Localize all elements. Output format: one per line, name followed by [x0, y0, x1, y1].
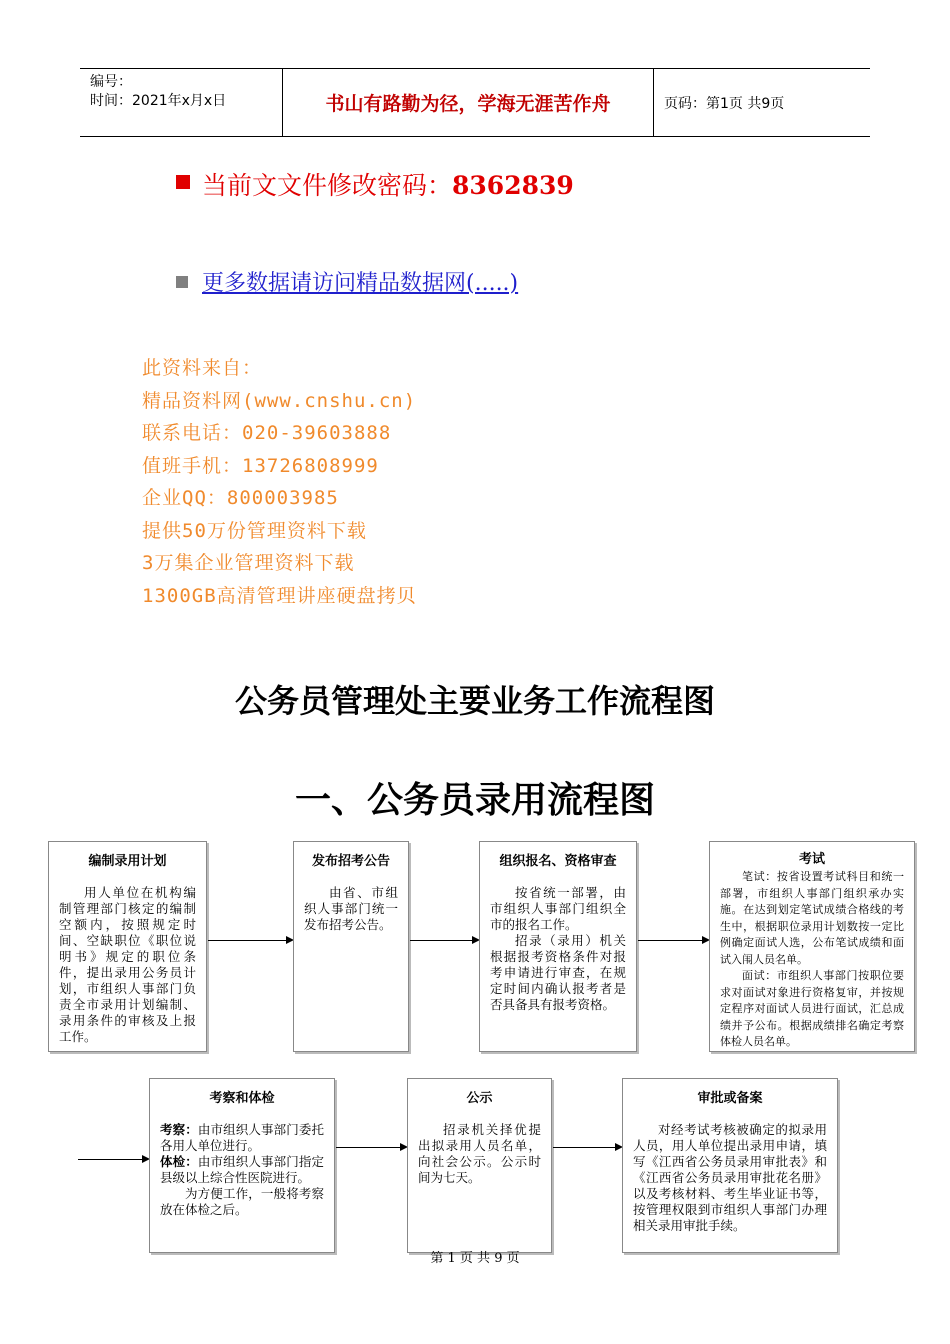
- time-label: 时间：2021年x月x日: [90, 93, 227, 109]
- flow-box-title: 考察和体检: [209, 1091, 275, 1106]
- flow-arrow: [208, 940, 292, 941]
- flow-box-announce: [293, 841, 409, 1052]
- flow-box-body: 招录机关择优提出拟录用人员名单，向社会公示。公示时间为七天。: [418, 1122, 541, 1185]
- source-line: 企业QQ：800003985: [142, 487, 339, 509]
- flow-box-title: 审批或备案: [697, 1091, 763, 1106]
- password-notice: [202, 166, 574, 202]
- source-line: 提供50万份管理资料下载: [142, 519, 367, 542]
- flow-arrow: [336, 1147, 406, 1148]
- flow-arrow: [410, 940, 478, 941]
- source-line: 值班手机：13726808999: [142, 454, 379, 477]
- source-line: 此资料来自：: [142, 357, 263, 379]
- source-info-block: [142, 352, 417, 612]
- flow-box-body: 按省统一部署，由市组织人事部门组织全市的报名工作。 招录（录用）机关根据报考资格条件对报考申请进行审查，在规定时间内确认报考者是否具备具有报考资格。: [490, 885, 626, 1012]
- flow-box-inspect: [149, 1078, 335, 1253]
- flow-box-body: 考察：由市组织人事部门委托各用人单位进行。 体检：由市组织人事部门指定县级以上综合性医院进行。 为方便工作，一般将考察放在体检之后。: [160, 1122, 324, 1217]
- section-title: 一、公务员录用流程图: [294, 779, 655, 821]
- main-title: 公务员管理处主要业务工作流程图: [234, 682, 715, 720]
- flow-box-title: 公示: [466, 1091, 493, 1106]
- flow-box-register: [479, 841, 637, 1052]
- red-square-bullet-icon: [176, 175, 190, 189]
- flow-box-publicity: [407, 1078, 552, 1253]
- flow-box-body: 由省、市组织人事部门统一发布招考公告。: [304, 885, 398, 932]
- source-line: 1300GB高清管理讲座硬盘拷贝: [142, 584, 417, 607]
- flow-box-title: 组织报名、资格审查: [499, 854, 617, 869]
- header-motto: 书山有路勤为径，学海无涯苦作舟: [282, 69, 654, 136]
- flow-box-plan: [48, 841, 207, 1052]
- header-page-info: 页码：第1页 共9页: [664, 95, 785, 112]
- source-line: 联系电话：020-39603888: [142, 422, 392, 444]
- flow-arrow: [78, 1159, 148, 1160]
- source-line: 3万集企业管理资料下载: [142, 552, 355, 574]
- source-line: 精品资料网(www.cnshu.cn): [142, 389, 417, 412]
- password-code: 8362839: [452, 171, 574, 200]
- flow-box-body: 对经考试考核被确定的拟录用人员，用人单位提出录用申请，填写《江西省公务员录用审批表》和《江西省公务员录用审批花名册》以及考核材料、考生毕业证书等，按管理权限到市组织人事部门办理相关录用审批手续。: [633, 1122, 827, 1233]
- flow-box-approve: [622, 1078, 838, 1253]
- header-meta: [80, 69, 282, 136]
- flow-box-title: 编制录用计划: [88, 854, 167, 869]
- flow-arrow: [638, 940, 708, 941]
- page-header: [80, 68, 870, 137]
- more-data-link[interactable]: 更多数据请访问精品数据网(.....): [202, 271, 519, 296]
- flow-box-body: 用人单位在机构编制管理部门核定的编制空额内，按照规定时间、空缺职位《职位说明书》规定的职位条件，提出录用公务员计划，市组织人事部门负责全市录用计划编制、录用条件的审核及上报工作。: [59, 885, 196, 1044]
- flow-box-exam: [709, 841, 915, 1052]
- gray-square-bullet-icon: [176, 276, 188, 288]
- page-footer: 第 1 页 共 9 页: [430, 1251, 520, 1266]
- flow-arrow: [553, 1147, 621, 1148]
- flow-box-body: 笔试：按省设置考试科目和统一部署，市组织人事部门组织承办实施。在达到划定笔试成绩合格线的考生中，根据职位录用计划数按一定比例确定面试人选，公布笔试成绩和面试入闱人员名单。 面试：市组织人事部门按职位要求对面试对象进行资格复审，并按规定程序对面试人员进行面试，汇总成绩并予公布。根据成绩排名确定考察体检人员名单。: [720, 870, 904, 1048]
- flow-box-title: 发布招考公告: [311, 854, 390, 869]
- number-label: 编号：: [90, 74, 132, 90]
- password-prefix: 当前文文件修改密码：: [202, 171, 453, 200]
- flow-box-title: 考试: [798, 852, 825, 867]
